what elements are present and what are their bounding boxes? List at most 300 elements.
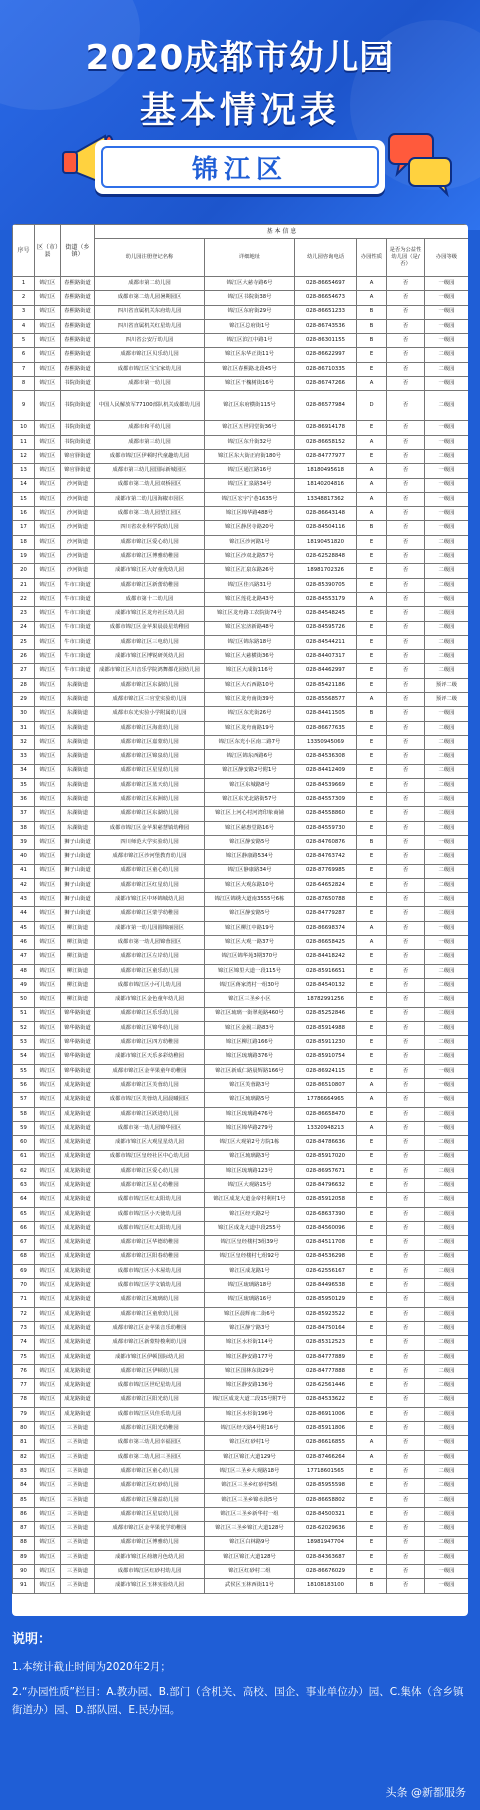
cell-seq: 22 (13, 592, 35, 606)
table-row (13, 1407, 469, 1421)
cell-public: 否 (387, 1036, 425, 1050)
table-row (13, 1364, 469, 1378)
cell-phone: 028-85914988 (295, 1021, 357, 1035)
cell-type: E (357, 1565, 387, 1579)
cell-phone: 18180495618 (295, 464, 357, 478)
cell-seq: 32 (13, 735, 35, 749)
cell-name: 成都市锦江区东洲幼儿园 (95, 793, 205, 807)
cell-district: 锦江区 (35, 821, 61, 835)
cell-name: 成都市锦江区沙河堡教育幼儿园 (95, 850, 205, 864)
cell-district: 锦江区 (35, 1350, 61, 1364)
cell-public: 否 (387, 907, 425, 921)
cell-seq: 26 (13, 650, 35, 664)
cell-street: 书院街街道 (61, 421, 95, 435)
cell-level: 一级园 (425, 921, 469, 935)
cell-district: 锦江区 (35, 1393, 61, 1407)
cell-public: 否 (387, 1293, 425, 1307)
cell-seq: 43 (13, 893, 35, 907)
cell-street: 柳江街道 (61, 936, 95, 950)
cell-district: 锦江区 (35, 1021, 61, 1035)
cell-public: 否 (387, 821, 425, 835)
cell-public: 否 (387, 1450, 425, 1464)
cell-public: 否 (387, 735, 425, 749)
cell-street: 牛市口街道 (61, 607, 95, 621)
cell-public: 否 (387, 521, 425, 535)
table-row (13, 1107, 469, 1121)
cell-level: 一级园 (425, 1064, 469, 1078)
table-row (13, 1279, 469, 1293)
cell-phone: 18190451820 (295, 535, 357, 549)
cell-street: 沙河街道 (61, 492, 95, 506)
cell-address: 锦江区静宁路3号 (205, 1322, 295, 1336)
cell-phone: 17718601565 (295, 1465, 357, 1479)
cell-phone: 028-87769985 (295, 864, 357, 878)
cell-level: 二级园 (425, 1350, 469, 1364)
cell-phone: 028-84418242 (295, 950, 357, 964)
cell-level: 二级园 (425, 1507, 469, 1521)
cell-district: 锦江区 (35, 277, 61, 291)
cell-seq: 27 (13, 664, 35, 678)
cell-address: 锦江区干槐树街16号 (205, 377, 295, 391)
cell-district: 锦江区 (35, 1121, 61, 1135)
table-row (13, 564, 469, 578)
cell-street: 成龙路街道 (61, 1407, 95, 1421)
header-address: 详细地址 (205, 239, 295, 277)
cell-phone: 028-84511708 (295, 1236, 357, 1250)
cell-name: 成都市第三幼儿园幸福园区 (95, 1436, 205, 1450)
cell-address: 锦江区龙舟南路19号 (205, 721, 295, 735)
cell-phone: 028-86658470 (295, 1107, 357, 1121)
cell-level: 一级园 (425, 1121, 469, 1135)
cell-level: 二级园 (425, 1222, 469, 1236)
cell-district: 锦江区 (35, 1279, 61, 1293)
cell-public: 否 (387, 435, 425, 449)
cell-address: 锦江区佳兴路31号 (205, 578, 295, 592)
cell-seq: 23 (13, 607, 35, 621)
cell-street: 锦华路街道 (61, 1007, 95, 1021)
cell-phone: 028-86747266 (295, 377, 357, 391)
cell-type: E (357, 735, 387, 749)
cell-public: 否 (387, 319, 425, 333)
cell-level: 二级园 (425, 1036, 469, 1050)
cell-level: 二级园 (425, 1193, 469, 1207)
cell-seq: 40 (13, 850, 35, 864)
cell-type: B (357, 1579, 387, 1593)
cell-district: 锦江区 (35, 978, 61, 992)
table-row (13, 492, 469, 506)
cell-name: 成都市锦江区蒙学幼稚园 (95, 907, 205, 921)
cell-phone: 028-84560096 (295, 1222, 357, 1236)
cell-level: 二级园 (425, 1322, 469, 1336)
cell-public: 否 (387, 678, 425, 692)
cell-street: 三圣街道 (61, 1479, 95, 1493)
cell-level: 二级园 (425, 950, 469, 964)
cell-level: 二级园 (425, 1307, 469, 1321)
cell-district: 锦江区 (35, 464, 61, 478)
cell-district: 锦江区 (35, 1436, 61, 1450)
cell-address: 锦江区红砂村1号 (205, 1436, 295, 1450)
cell-level: 二级园 (425, 864, 469, 878)
cell-name: 成都市锦江区金苹果优学幼稚园 (95, 1522, 205, 1536)
cell-name: 成都市锦江区伊顿幼儿园 (95, 1364, 205, 1378)
cell-phone: 028-86616855 (295, 1436, 357, 1450)
cell-level: 三级园 (425, 793, 469, 807)
cell-level: 二级园 (425, 1522, 469, 1536)
cell-level: 二级园 (425, 1107, 469, 1121)
cell-district: 锦江区 (35, 592, 61, 606)
cell-name: 成都市锦江区鼎益幼儿园 (95, 1493, 205, 1507)
cell-type: E (357, 1136, 387, 1150)
header-type: 办园性质 (357, 239, 387, 277)
cell-address: 锦江区东大街正府街180号 (205, 449, 295, 463)
cell-district: 锦江区 (35, 950, 61, 964)
cell-level: 二级园 (425, 821, 469, 835)
table-row (13, 1322, 469, 1336)
cell-name: 中国人民解放军77100部队机关成都幼儿园 (95, 391, 205, 421)
cell-name: 成都市锦江区锦华幼儿园 (95, 1021, 205, 1035)
cell-address: 锦江区大观路15号 (205, 1179, 295, 1193)
table-row (13, 535, 469, 549)
cell-phone: 028-87466264 (295, 1450, 357, 1464)
cell-type: E (357, 664, 387, 678)
table-row (13, 978, 469, 992)
cell-street: 三圣街道 (61, 1550, 95, 1564)
cell-street: 三圣街道 (61, 1522, 95, 1536)
cell-phone: 13350945069 (295, 735, 357, 749)
cell-address: 锦江区静安路5号 (205, 907, 295, 921)
table-row (13, 1293, 469, 1307)
cell-name: 成都市锦江区大观星星幼儿园 (95, 1136, 205, 1150)
cell-address: 锦江区三圣乡锦水街5号 (205, 1493, 295, 1507)
cell-seq: 57 (13, 1093, 35, 1107)
cell-phone: 028-85312523 (295, 1336, 357, 1350)
cell-public: 否 (387, 650, 425, 664)
cell-level: 二级园 (425, 1250, 469, 1264)
cell-name: 成都市锦江区金苹果慈慧镇幼稚园 (95, 821, 205, 835)
cell-type: E (357, 1179, 387, 1193)
cell-seq: 59 (13, 1121, 35, 1135)
cell-level: 二级园 (425, 664, 469, 678)
table-row (13, 635, 469, 649)
cell-name: 成都市锦江区三官堂实验幼儿园 (95, 693, 205, 707)
cell-seq: 91 (13, 1579, 35, 1593)
cell-name: 成都市第一幼儿园锦蓉园区 (95, 936, 205, 950)
cell-seq: 4 (13, 319, 35, 333)
table-row (13, 1193, 469, 1207)
cell-address: 锦江区锦东路18号 (205, 635, 295, 649)
cell-address: 锦江区大石西路10号 (205, 678, 295, 692)
cell-name: 成都市锦江区童乐幼儿园 (95, 964, 205, 978)
cell-type: A (357, 1093, 387, 1107)
cell-street: 成龙路街道 (61, 1079, 95, 1093)
cell-district: 锦江区 (35, 521, 61, 535)
cell-street: 东湖街道 (61, 807, 95, 821)
cell-public: 否 (387, 1264, 425, 1278)
cell-type: E (357, 850, 387, 864)
cell-level: 二级园 (425, 635, 469, 649)
cell-phone: 028-84411505 (295, 707, 357, 721)
cell-address: 锦江区成龙路1号 (205, 1264, 295, 1278)
cell-seq: 90 (13, 1565, 35, 1579)
cell-phone: 028-68637390 (295, 1207, 357, 1221)
cell-address: 锦江区柳江中路19号 (205, 921, 295, 935)
cell-level: 二级园 (425, 1293, 469, 1307)
cell-name: 成都市锦江区新蒙特梭利幼儿园 (95, 1336, 205, 1350)
cell-name: 成都市第三幼儿园国际新城园区 (95, 464, 205, 478)
cell-public: 否 (387, 978, 425, 992)
cell-level: 一级园 (425, 478, 469, 492)
cell-address: 锦江区静居寺路20号 (205, 521, 295, 535)
table-row (13, 1450, 469, 1464)
table-row (13, 1079, 469, 1093)
cell-phone: 17786664965 (295, 1093, 357, 1107)
cell-level: 一级园 (425, 277, 469, 291)
cell-public: 否 (387, 1121, 425, 1135)
table-row (13, 1550, 469, 1564)
cell-address: 锦江区三圣乡锦江大道128号 (205, 1522, 295, 1536)
table-row (13, 778, 469, 792)
table-row (13, 435, 469, 449)
cell-type: A (357, 478, 387, 492)
cell-level: 二级园 (425, 1536, 469, 1550)
table-row (13, 1379, 469, 1393)
cell-district: 锦江区 (35, 1479, 61, 1493)
table-row (13, 291, 469, 305)
cell-phone: 028-84777977 (295, 449, 357, 463)
cell-street: 狮子山街道 (61, 835, 95, 849)
cell-street: 牛市口街道 (61, 621, 95, 635)
cell-level: 一级园 (425, 936, 469, 950)
cell-type: E (357, 964, 387, 978)
cell-district: 锦江区 (35, 864, 61, 878)
cell-seq: 46 (13, 936, 35, 950)
table-row (13, 993, 469, 1007)
cell-district: 锦江区 (35, 449, 61, 463)
cell-type: E (357, 1050, 387, 1064)
cell-public: 否 (387, 964, 425, 978)
cell-district: 锦江区 (35, 1222, 61, 1236)
cell-street: 春熙路街道 (61, 362, 95, 376)
cell-name: 成都市锦江区博雅幼稚园 (95, 550, 205, 564)
cell-level: 二级园 (425, 1407, 469, 1421)
cell-level: 一级园 (425, 835, 469, 849)
cell-district: 锦江区 (35, 964, 61, 978)
cell-address: 锦江区成龙大道中段255号 (205, 1222, 295, 1236)
cell-level: 二级园 (425, 907, 469, 921)
cell-type: A (357, 277, 387, 291)
page-title-line2: 基本情况表 (139, 90, 340, 131)
cell-district: 锦江区 (35, 305, 61, 319)
cell-district: 锦江区 (35, 1336, 61, 1350)
table-row (13, 878, 469, 892)
cell-address: 锦江区琉璃路123号 (205, 1164, 295, 1178)
cell-district: 锦江区 (35, 1236, 61, 1250)
cell-public: 否 (387, 1007, 425, 1021)
cell-district: 锦江区 (35, 664, 61, 678)
cell-district: 锦江区 (35, 707, 61, 721)
cell-phone: 028-86914178 (295, 421, 357, 435)
cell-street: 沙河街道 (61, 507, 95, 521)
cell-address: 锦江区静安路2号附1号 (205, 764, 295, 778)
cell-level: 二级园 (425, 607, 469, 621)
notes-section (12, 1628, 468, 1719)
cell-district: 锦江区 (35, 1007, 61, 1021)
table-row (13, 921, 469, 935)
cell-phone: 028-84595726 (295, 621, 357, 635)
cell-district: 锦江区 (35, 1050, 61, 1064)
cell-seq: 67 (13, 1236, 35, 1250)
cell-name: 成都市锦江区小可儿幼儿园 (95, 978, 205, 992)
cell-address: 锦江区东华正街11号 (205, 348, 295, 362)
cell-phone: 13348817362 (295, 492, 357, 506)
cell-public: 否 (387, 950, 425, 964)
cell-address: 锦江区龙舟路工农院街74号 (205, 607, 295, 621)
cell-public: 否 (387, 707, 425, 721)
cell-address: 锦江区大慈寺路6号 (205, 277, 295, 291)
cell-district: 锦江区 (35, 348, 61, 362)
cell-address: 锦江区静安路5号 (205, 835, 295, 849)
cell-street: 狮子山街道 (61, 893, 95, 907)
cell-street: 春熙路街道 (61, 334, 95, 348)
table-row (13, 592, 469, 606)
cell-name: 成都市锦江区爱心幼儿园 (95, 1164, 205, 1178)
cell-public: 否 (387, 391, 425, 421)
cell-seq: 15 (13, 492, 35, 506)
cell-name: 成都市锦江区东湖幼儿园 (95, 678, 205, 692)
cell-name: 成都市第二幼儿园三圣园区 (95, 1450, 205, 1464)
cell-street: 东湖街道 (61, 821, 95, 835)
cell-type: E (357, 348, 387, 362)
cell-type: B (357, 835, 387, 849)
cell-public: 否 (387, 578, 425, 592)
cell-district: 锦江区 (35, 362, 61, 376)
cell-level: 二级园 (425, 1179, 469, 1193)
cell-name: 成都市锦江区三电幼儿园 (95, 635, 205, 649)
cell-phone: 028-84539669 (295, 778, 357, 792)
cell-district: 锦江区 (35, 750, 61, 764)
cell-street: 锦华路街道 (61, 1021, 95, 1035)
cell-public: 否 (387, 1093, 425, 1107)
cell-public: 否 (387, 1250, 425, 1264)
cell-address: 锦江区东升街32号 (205, 435, 295, 449)
cell-phone: 028-86658152 (295, 435, 357, 449)
cell-level: 一级园 (425, 1079, 469, 1093)
cell-level: 二级园 (425, 807, 469, 821)
cell-seq: 50 (13, 993, 35, 1007)
cell-seq: 13 (13, 464, 35, 478)
cell-phone: 028-84777888 (295, 1364, 357, 1378)
page-title-line1: 2020成都市幼儿园 (85, 38, 395, 78)
cell-street: 柳江街道 (61, 993, 95, 1007)
cell-street: 春熙路街道 (61, 277, 95, 291)
cell-type: E (357, 1222, 387, 1236)
cell-street: 锦官驿街道 (61, 449, 95, 463)
cell-seq: 42 (13, 878, 35, 892)
header-district: 区（市）县 (35, 225, 61, 277)
cell-address: 锦江区锦绣大道南3555号6栋 (205, 893, 295, 907)
cell-street: 三圣街道 (61, 1422, 95, 1436)
cell-district: 锦江区 (35, 721, 61, 735)
cell-public: 否 (387, 377, 425, 391)
cell-district: 锦江区 (35, 1422, 61, 1436)
table-row (13, 1479, 469, 1493)
cell-type: B (357, 319, 387, 333)
cell-street: 书院街街道 (61, 435, 95, 449)
cell-address: 锦江区琉璃路5号 (205, 1093, 295, 1107)
cell-seq: 36 (13, 793, 35, 807)
cell-seq: 56 (13, 1079, 35, 1093)
cell-district: 锦江区 (35, 1579, 61, 1593)
cell-district: 锦江区 (35, 492, 61, 506)
table-row (13, 721, 469, 735)
cell-seq: 60 (13, 1136, 35, 1150)
table-row (13, 1207, 469, 1221)
cell-level: 二级园 (425, 449, 469, 463)
cell-name: 成都市锦江区龙舟社区幼儿园 (95, 607, 205, 621)
table-row (13, 377, 469, 391)
cell-type: A (357, 492, 387, 506)
cell-phone: 028-84760876 (295, 835, 357, 849)
header-level: 办园等级 (425, 239, 469, 277)
footer-credit: 头条 @新都服务 (385, 1786, 466, 1799)
cell-public: 否 (387, 1393, 425, 1407)
cell-district: 锦江区 (35, 735, 61, 749)
table-row (13, 1150, 469, 1164)
table-row (13, 1536, 469, 1550)
cell-seq: 10 (13, 421, 35, 435)
cell-seq: 24 (13, 621, 35, 635)
table-row (13, 750, 469, 764)
table-row (13, 850, 469, 864)
cell-street: 成龙路街道 (61, 1236, 95, 1250)
cell-level: 一级园 (425, 507, 469, 521)
cell-address: 锦江区锦华路279号 (205, 1121, 295, 1135)
cell-type: E (357, 1293, 387, 1307)
cell-seq: 87 (13, 1522, 35, 1536)
cell-type: E (357, 1064, 387, 1078)
cell-public: 否 (387, 1050, 425, 1064)
cell-address: 武侯区玉林西街11号 (205, 1579, 295, 1593)
table-row (13, 1121, 469, 1135)
cell-phone: 028-84533622 (295, 1393, 357, 1407)
cell-district: 锦江区 (35, 391, 61, 421)
cell-street: 沙河街道 (61, 564, 95, 578)
table-row (13, 277, 469, 291)
cell-name: 成都市第二幼儿园暑期园区 (95, 291, 205, 305)
cell-district: 锦江区 (35, 1264, 61, 1278)
cell-level: 二级园 (425, 391, 469, 421)
cell-seq: 38 (13, 821, 35, 835)
cell-name: 成都市锦江区小天使幼儿园 (95, 1207, 205, 1221)
cell-name: 成都市锦江区星辰幼儿园 (95, 1507, 205, 1521)
cell-seq: 79 (13, 1407, 35, 1421)
cell-seq: 31 (13, 721, 35, 735)
cell-phone: 028-84500321 (295, 1507, 357, 1521)
cell-street: 狮子山街道 (61, 878, 95, 892)
cell-level: 二级园 (425, 650, 469, 664)
cell-phone: 028-85917020 (295, 1150, 357, 1164)
cell-level: 一级园 (425, 421, 469, 435)
cell-phone: 028-86957671 (295, 1164, 357, 1178)
cell-address: 锦江区三圣乡小区 (205, 993, 295, 1007)
cell-street: 三圣街道 (61, 1565, 95, 1579)
cell-street: 成龙路街道 (61, 1121, 95, 1135)
cell-name: 成都市第三幼儿园 (95, 435, 205, 449)
cell-phone: 028-85911806 (295, 1422, 357, 1436)
cell-type: E (357, 621, 387, 635)
cell-type: E (357, 1364, 387, 1378)
cell-address: 锦江区成龙大道金帝村利村1号 (205, 1193, 295, 1207)
